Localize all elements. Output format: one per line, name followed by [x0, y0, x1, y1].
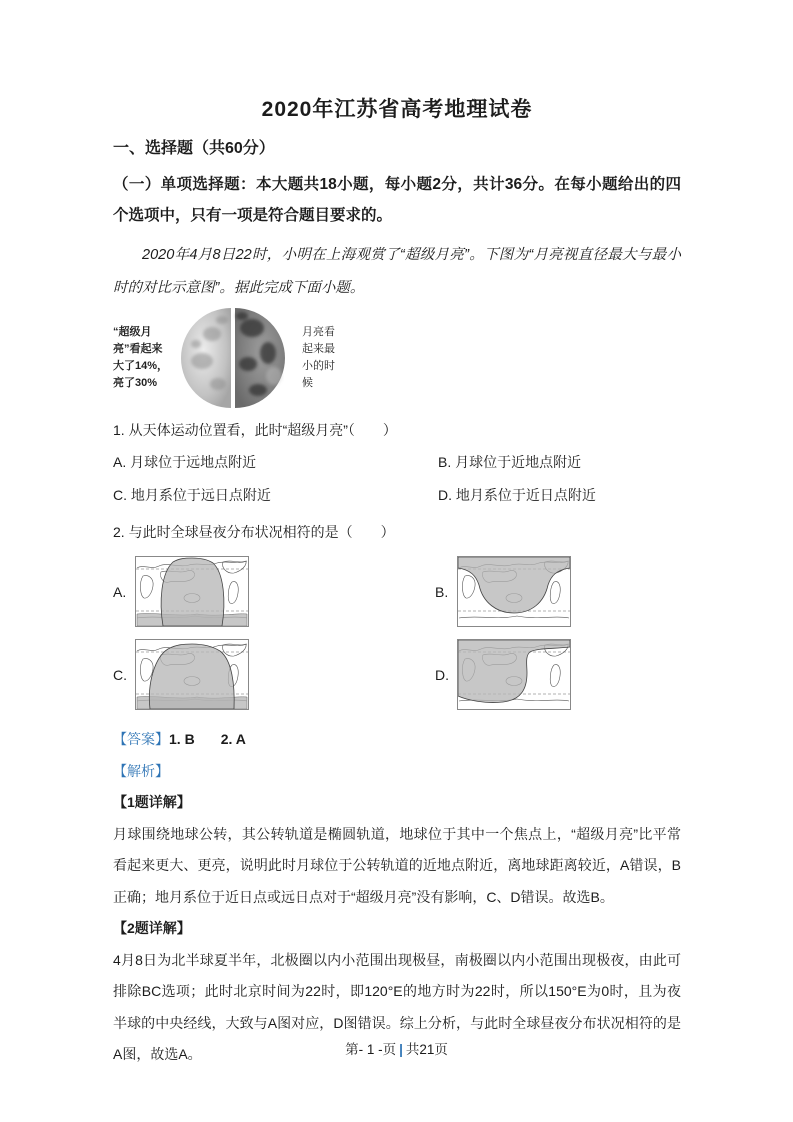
option-c: [113, 479, 438, 512]
option-a-text: 月球位于远地点附近: [126, 454, 257, 470]
map-label-d: D.: [435, 666, 449, 683]
question-1-options: [113, 446, 681, 512]
detail-1-text: 月球围绕地球公转，其公转轨道是椭圆轨道，地球位于其中一个焦点上，“超级月亮”比平常看起来更大、更亮，说明此时月球位于公转轨道的近地点附近，离地球距离较近，A错误，B正确；地月系位于近日点或远日点对于“超级月亮”没有影响，C、D错误。故选B。: [113, 825, 681, 905]
analysis-line: [113, 756, 681, 788]
map-row-2: [113, 639, 681, 710]
question-1: 1. 从天体运动位置看，此时“超级月亮”（ ）: [113, 422, 397, 438]
night-region: [149, 644, 234, 709]
daynight-map-d: [457, 639, 571, 710]
option-a: [113, 446, 438, 479]
option-d-text: 地月系位于近日点附近: [452, 487, 596, 503]
detail-1-heading: 【1题详解】: [113, 794, 191, 810]
subsection-heading: （一）单项选择题：本大题共18小题，每小题2分，共计36分。在每小题给出的四个选项中，只有一项是符合题目要求的。: [113, 176, 681, 224]
question-2: 2. 与此时全球昼夜分布状况相符的是（ ）: [113, 524, 395, 540]
option-c-label: C.: [113, 487, 127, 503]
option-b: [438, 446, 681, 479]
moon-right-caption: 月亮看起来最小的时候: [302, 326, 335, 389]
page-title: 2020年江苏省高考地理试卷: [261, 98, 533, 121]
night-region: [161, 558, 224, 626]
moon-left-caption: “超级月亮”看起来大了14%，亮了30%: [113, 326, 169, 389]
small-moon-highlight: [266, 367, 282, 385]
option-c-text: 地月系位于远日点附近: [127, 487, 271, 503]
solution-block: [113, 724, 681, 1071]
moon-image: [174, 306, 292, 410]
option-b-text: 月球位于近地点附近: [451, 454, 582, 470]
daynight-map-b: [457, 556, 571, 627]
answer-tag: 【答案】: [113, 731, 169, 747]
detail-2-text: 4月8日为北半球夏半年，北极圈以内小范围出现极昼，南极圈以内小范围出现极夜，由此可排除BC选项；此时北京时间为22时，即120°E的地方时为22时，所以150°E为0时，且为夜半球的中央经线，大致与A图对应，D图错误。综上分析，与此时全球昼夜分布状况相符的是A图，故选A。: [113, 951, 681, 1062]
map-label-b: B.: [435, 583, 449, 600]
page-footer: [0, 1038, 793, 1058]
answer-q1: 1. B: [169, 731, 195, 747]
question-intro: 2020年4月8日22时，小明在上海观赏了“超级月亮”。下图为“月亮视直径最大与最小时的对比示意图”。据此完成下面小题。: [113, 247, 681, 296]
question-2-map-options: [113, 556, 681, 710]
detail-2-heading: 【2题详解】: [113, 920, 191, 936]
option-b-label: B.: [438, 454, 452, 470]
section-heading: 一、选择题（共60分）: [113, 140, 275, 157]
map-label-c: C.: [113, 666, 127, 683]
option-d: [438, 479, 681, 512]
map-row-1: [113, 556, 681, 627]
option-a-label: A.: [113, 454, 127, 470]
daynight-map-c: [135, 639, 249, 710]
footer-total-pages: 共21页: [405, 1042, 448, 1057]
footer-page-number: 第- 1 -页: [345, 1042, 397, 1057]
daynight-map-a: [135, 556, 249, 627]
answer-line: [113, 724, 681, 756]
exam-page: [113, 0, 681, 1071]
map-label-a: A.: [113, 583, 127, 600]
option-d-label: D.: [438, 487, 452, 503]
supermoon-figure: [113, 306, 681, 410]
answer-q2: 2. A: [220, 731, 246, 747]
analysis-tag: 【解析】: [113, 762, 169, 779]
footer-separator: |: [399, 1042, 403, 1057]
